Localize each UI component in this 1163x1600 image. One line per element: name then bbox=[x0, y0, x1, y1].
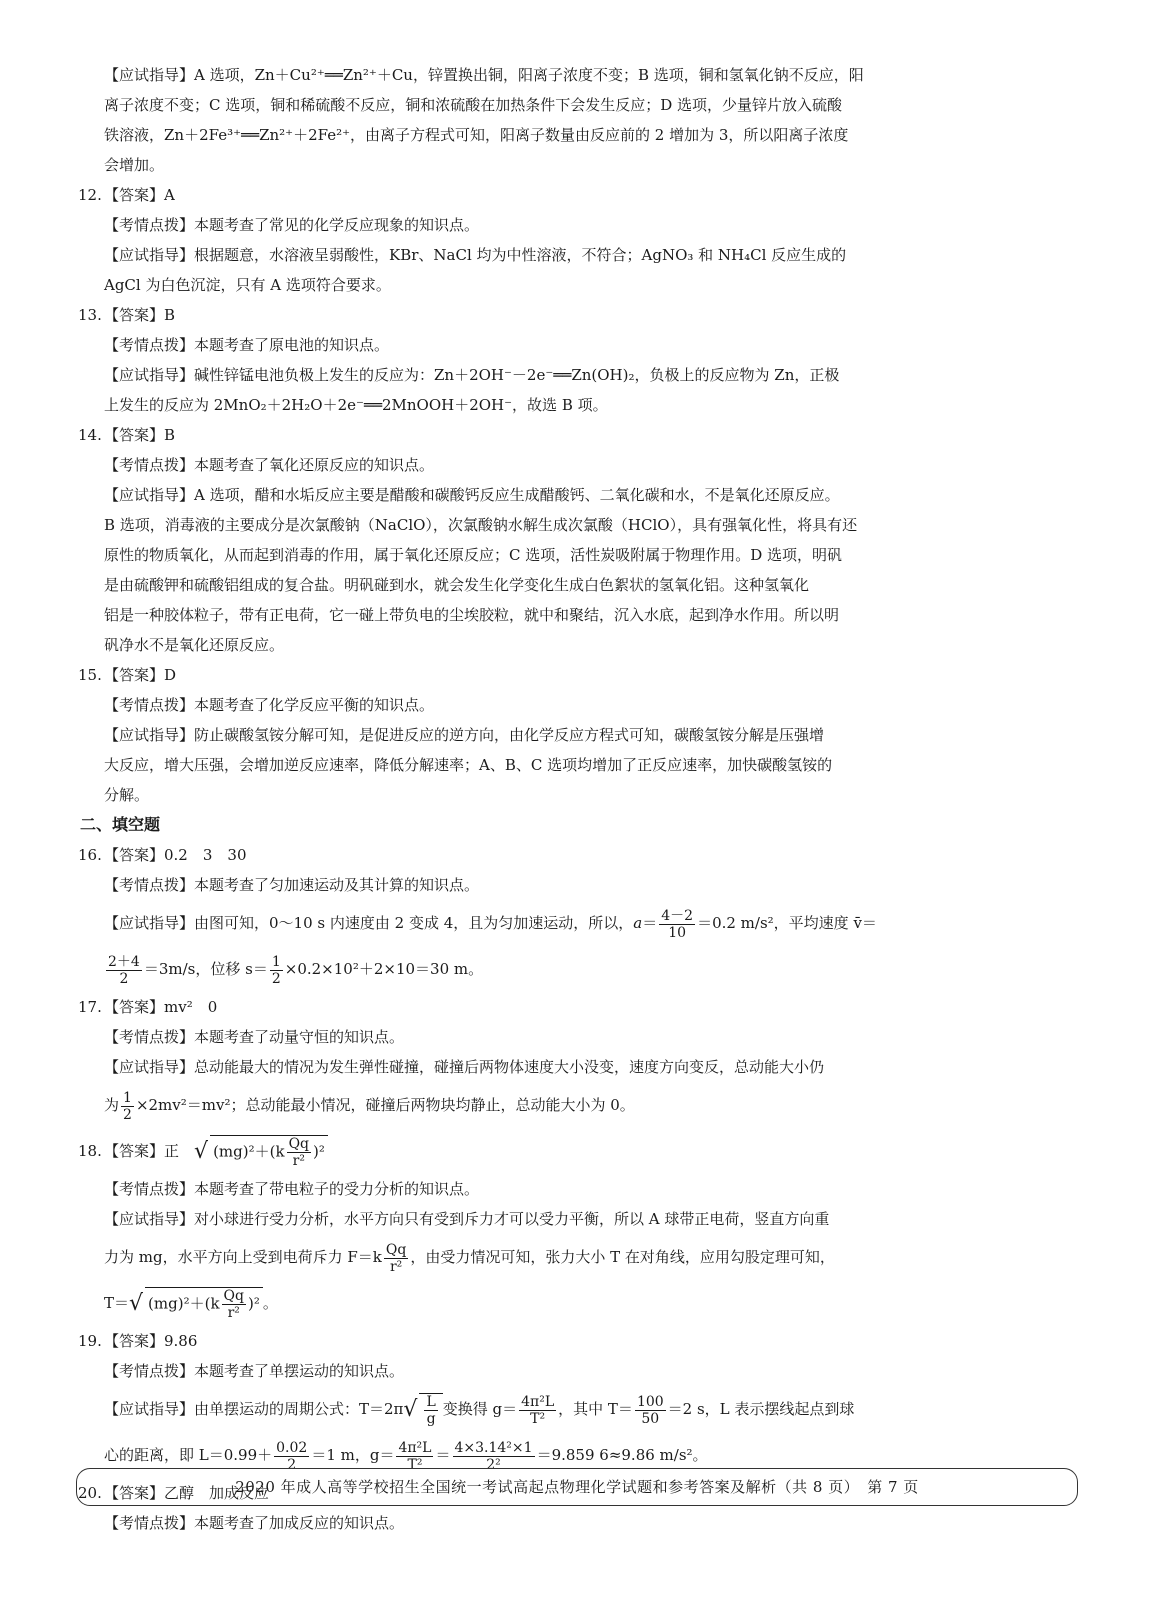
guide-text: 心的距离，即 L＝0.99＋ bbox=[104, 1446, 273, 1464]
answer-text: 【答案】正 bbox=[104, 1142, 180, 1160]
text-line: 【应试指导】碱性锌锰电池负极上发生的反应为：Zn＋2OH⁻－2e⁻══Zn(OH)₂，负极上的反应物为 Zn，正极 bbox=[104, 366, 840, 384]
numerator: 4－2 bbox=[661, 907, 694, 924]
text-line: B 选项，消毒液的主要成分是次氯酸钠（NaClO），次氯酸钠水解生成次氯酸（HClO），具有强氧化性，将具有还 bbox=[104, 516, 858, 534]
numerator: 0.02 bbox=[276, 1439, 308, 1456]
question-number: 16. bbox=[78, 846, 102, 864]
answer-text: 【答案】D bbox=[104, 666, 177, 684]
math-text: (mg)²＋(k bbox=[213, 1142, 285, 1161]
text-line: 【应试指导】总动能最大的情况为发生弹性碰撞，碰撞后两物体速度大小没变，速度方向变反，总动能大小仍 bbox=[104, 1058, 825, 1076]
radical-sign: √ bbox=[403, 1397, 418, 1422]
text-line: 铁溶液，Zn＋2Fe³⁺══Zn²⁺＋2Fe²⁺，由离子方程式可知，阳离子数量由反应前的 2 增加为 3，所以阳离子浓度 bbox=[104, 126, 849, 144]
question-number: 17. bbox=[78, 998, 102, 1016]
numerator: 4π²L bbox=[398, 1439, 432, 1456]
math-text: )² bbox=[313, 1142, 325, 1161]
q18-guide-line3 bbox=[104, 1280, 1044, 1326]
page-footer bbox=[76, 1468, 1078, 1506]
fraction bbox=[222, 1288, 246, 1321]
text-line: 【应试指导】A 选项，醋和水垢反应主要是醋酸和碳酸钙反应生成醋酸钙、二氧化碳和水，不是氧化还原反应。 bbox=[104, 486, 840, 504]
text-line: 大反应，增大压强，会增加逆反应速率，降低分解速率；A、B、C 选项均增加了正反应速率，加快碳酸氢铵的 bbox=[104, 756, 833, 774]
q19-answer bbox=[78, 1326, 1044, 1356]
text-line: 【应试指导】防止碳酸氢铵分解可知，是促进反应的逆方向，由化学反应方程式可知，碳酸氢铵分解是压强增 bbox=[104, 726, 825, 744]
guide-text: 变换得 g＝ bbox=[442, 1400, 518, 1418]
radical-sign: √ bbox=[129, 1291, 144, 1316]
numerator: 2＋4 bbox=[108, 953, 140, 970]
math-text: )² bbox=[248, 1294, 260, 1313]
question-number: 13. bbox=[78, 306, 102, 324]
q17-answer bbox=[78, 992, 1044, 1022]
numerator: 1 bbox=[123, 1089, 132, 1106]
answer-text: 【答案】A bbox=[104, 186, 175, 204]
radical-sign: √ bbox=[194, 1139, 209, 1164]
denominator: g bbox=[426, 1411, 436, 1427]
text-line: 原性的物质氧化，从而起到消毒的作用，属于氧化还原反应；C 选项，活性炭吸附属于物理作用。D 选项，明矾 bbox=[104, 546, 843, 564]
fraction bbox=[519, 1394, 556, 1427]
guide-text: ＝0.2 m/s²，平均速度 v̄＝ bbox=[697, 914, 877, 932]
guide-text: ＝ bbox=[435, 1446, 451, 1464]
numerator: Qq bbox=[385, 1241, 407, 1258]
numerator: Qq bbox=[223, 1288, 244, 1304]
text-line: 铝是一种胶体粒子，带有正电荷，它一碰上带负电的尘埃胶粒，就中和聚结，沉入水底，起到净水作用。所以明 bbox=[104, 606, 840, 624]
guide-text: T＝ bbox=[104, 1294, 130, 1312]
text-line: 【考情点拨】本题考查了单摆运动的知识点。 bbox=[104, 1362, 405, 1380]
numerator: 4×3.14²×1 bbox=[454, 1439, 533, 1456]
numerator: 1 bbox=[271, 953, 281, 970]
question-number: 18. bbox=[78, 1142, 102, 1160]
fraction bbox=[270, 954, 283, 987]
page-content bbox=[78, 60, 1044, 1538]
text-line: 【考情点拨】本题考查了动量守恒的知识点。 bbox=[104, 1028, 405, 1046]
denominator: r² bbox=[292, 1153, 305, 1169]
text-line: 【应试指导】对小球进行受力分析，水平方向只有受到斥力才可以受力平衡，所以 A 球带正电荷，竖直方向重 bbox=[104, 1210, 830, 1228]
guide-text: 【应试指导】由图可知，0～10 s 内速度由 2 变成 4，且为匀加速运动，所以， bbox=[104, 914, 634, 932]
guide-text: ＝3m/s，位移 s＝ bbox=[143, 960, 268, 978]
text-line: 【应试指导】A 选项，Zn＋Cu²⁺══Zn²⁺＋Cu，锌置换出铜，阳离子浓度不变；B 选项，铜和氢氧化钠不反应，阳 bbox=[104, 66, 864, 84]
text-line: 会增加。 bbox=[104, 156, 165, 174]
guide-text: 为 bbox=[104, 1096, 120, 1114]
question-number: 20. bbox=[78, 1484, 102, 1502]
text-line: 【考情点拨】本题考查了常见的化学反应现象的知识点。 bbox=[104, 216, 480, 234]
q19-guide-line1 bbox=[104, 1386, 1044, 1432]
q16-answer bbox=[78, 840, 1044, 870]
footer-text: 2020 年成人高等学校招生全国统一考试高起点物理化学试题和参考答案及解析（共 8 页） 第 7 页 bbox=[235, 1478, 919, 1496]
text-line: 【考情点拨】本题考查了原电池的知识点。 bbox=[104, 336, 390, 354]
q13-answer bbox=[78, 300, 1044, 330]
denominator: 2 bbox=[119, 970, 129, 987]
math-variable: a bbox=[633, 914, 643, 932]
text-line: 【考情点拨】本题考查了化学反应平衡的知识点。 bbox=[104, 696, 435, 714]
answer-text: 【答案】乙醇 加成反应 bbox=[104, 1484, 270, 1502]
guide-text: ，其中 T＝ bbox=[558, 1400, 633, 1418]
text-line: 【考情点拨】本题考查了加成反应的知识点。 bbox=[104, 1514, 405, 1532]
answer-text: 【答案】B bbox=[104, 426, 176, 444]
text-line: 是由硫酸钾和硫酸铝组成的复合盐。明矾碰到水，就会发生化学变化生成白色絮状的氢氧化铝。这种氢氧化 bbox=[104, 576, 810, 594]
q16-guide-line1: 【应试指导】由图可知，0～10 s 内速度由 2 变成 4，且为匀加速运动，所以，a＝ $\frac{4-2}{10}$ ＝0.2 m/s²，平均速度 v̄＝ bbox=[104, 907, 877, 941]
math-text: (mg)²＋(k bbox=[148, 1294, 220, 1313]
answer-text: 【答案】0.2 3 30 bbox=[104, 846, 247, 864]
q17-guide-line2 bbox=[104, 1082, 1044, 1128]
guide-text: ＝9.859 6≈9.86 m/s²。 bbox=[536, 1446, 708, 1464]
guide-text: ＝1 m，g＝ bbox=[311, 1446, 395, 1464]
text-line: 【考情点拨】本题考查了氧化还原反应的知识点。 bbox=[104, 456, 435, 474]
section-title: 二、填空题 bbox=[80, 815, 161, 834]
denominator: T² bbox=[407, 1456, 423, 1473]
q18-guide-line2 bbox=[104, 1234, 1044, 1280]
text-line: 矾净水不是氧化还原反应。 bbox=[104, 636, 285, 654]
denominator: 2 bbox=[287, 1456, 297, 1473]
question-number: 15. bbox=[78, 666, 102, 684]
answer-text: 【答案】9.86 bbox=[104, 1332, 198, 1350]
text-line: 【考情点拨】本题考查了带电粒子的受力分析的知识点。 bbox=[104, 1180, 480, 1198]
question-number: 19. bbox=[78, 1332, 102, 1350]
question-number: 14. bbox=[78, 426, 102, 444]
guide-text: 【应试指导】由单摆运动的周期公式：T＝2π bbox=[104, 1400, 404, 1418]
square-root bbox=[419, 1393, 442, 1427]
guide-text: ＝2 s，L 表示摆线起点到球 bbox=[667, 1400, 855, 1418]
fraction bbox=[635, 1394, 666, 1427]
square-root bbox=[145, 1287, 263, 1321]
q16-guide-line2 bbox=[104, 946, 1044, 992]
fraction bbox=[659, 908, 695, 941]
denominator: 2 bbox=[123, 1106, 132, 1123]
denominator: 2² bbox=[486, 1456, 501, 1473]
fraction bbox=[121, 1090, 134, 1123]
q15-answer bbox=[78, 660, 1044, 690]
text-line: 分解。 bbox=[104, 786, 150, 804]
numerator: Qq bbox=[288, 1136, 310, 1152]
q18-answer bbox=[78, 1128, 1044, 1174]
denominator: 2 bbox=[271, 970, 281, 987]
answer-text: 【答案】B bbox=[104, 306, 176, 324]
square-root bbox=[210, 1135, 328, 1169]
text-line: 【考情点拨】本题考查了匀加速运动及其计算的知识点。 bbox=[104, 876, 480, 894]
text-line: 上发生的反应为 2MnO₂＋2H₂O＋2e⁻══2MnOOH＋2OH⁻，故选 B 项。 bbox=[104, 396, 608, 414]
guide-text: 力为 mg，水平方向上受到电荷斥力 F＝k bbox=[104, 1248, 382, 1266]
section-heading bbox=[80, 810, 1044, 840]
denominator: T² bbox=[530, 1410, 546, 1427]
numerator: 4π²L bbox=[521, 1393, 555, 1410]
fraction bbox=[106, 954, 142, 987]
q14-answer bbox=[78, 420, 1044, 450]
guide-text: ×2mv²＝mv²；总动能最小情况，碰撞后两物块均静止，总动能大小为 0。 bbox=[135, 1096, 635, 1114]
numerator: L bbox=[426, 1394, 436, 1410]
text-line: 【应试指导】根据题意，水溶液呈弱酸性，KBr、NaCl 均为中性溶液，不符合；AgNO₃ 和 NH₄Cl 反应生成的 bbox=[104, 246, 847, 264]
text-line: 离子浓度不变；C 选项，铜和稀硫酸不反应，铜和浓硫酸在加热条件下会发生反应；D 选项，少量锌片放入硫酸 bbox=[104, 96, 843, 114]
guide-text: 。 bbox=[262, 1294, 278, 1312]
guide-text: ×0.2×10²＋2×10＝30 m。 bbox=[284, 960, 484, 978]
guide-text: ，由受力情况可知，张力大小 T 在对角线，应用勾股定理可知， bbox=[410, 1248, 835, 1266]
fraction bbox=[384, 1242, 408, 1275]
denominator: r² bbox=[389, 1258, 403, 1275]
fraction bbox=[424, 1394, 437, 1427]
numerator: 100 bbox=[636, 1393, 664, 1410]
denominator: r² bbox=[227, 1305, 240, 1321]
q12-answer bbox=[78, 180, 1044, 210]
denominator: 50 bbox=[641, 1410, 660, 1427]
denominator: 10 bbox=[668, 924, 687, 941]
answer-text: 【答案】mv² 0 bbox=[104, 998, 218, 1016]
text-line: AgCl 为白色沉淀，只有 A 选项符合要求。 bbox=[104, 276, 391, 294]
question-number: 12. bbox=[78, 186, 102, 204]
fraction bbox=[287, 1136, 311, 1169]
